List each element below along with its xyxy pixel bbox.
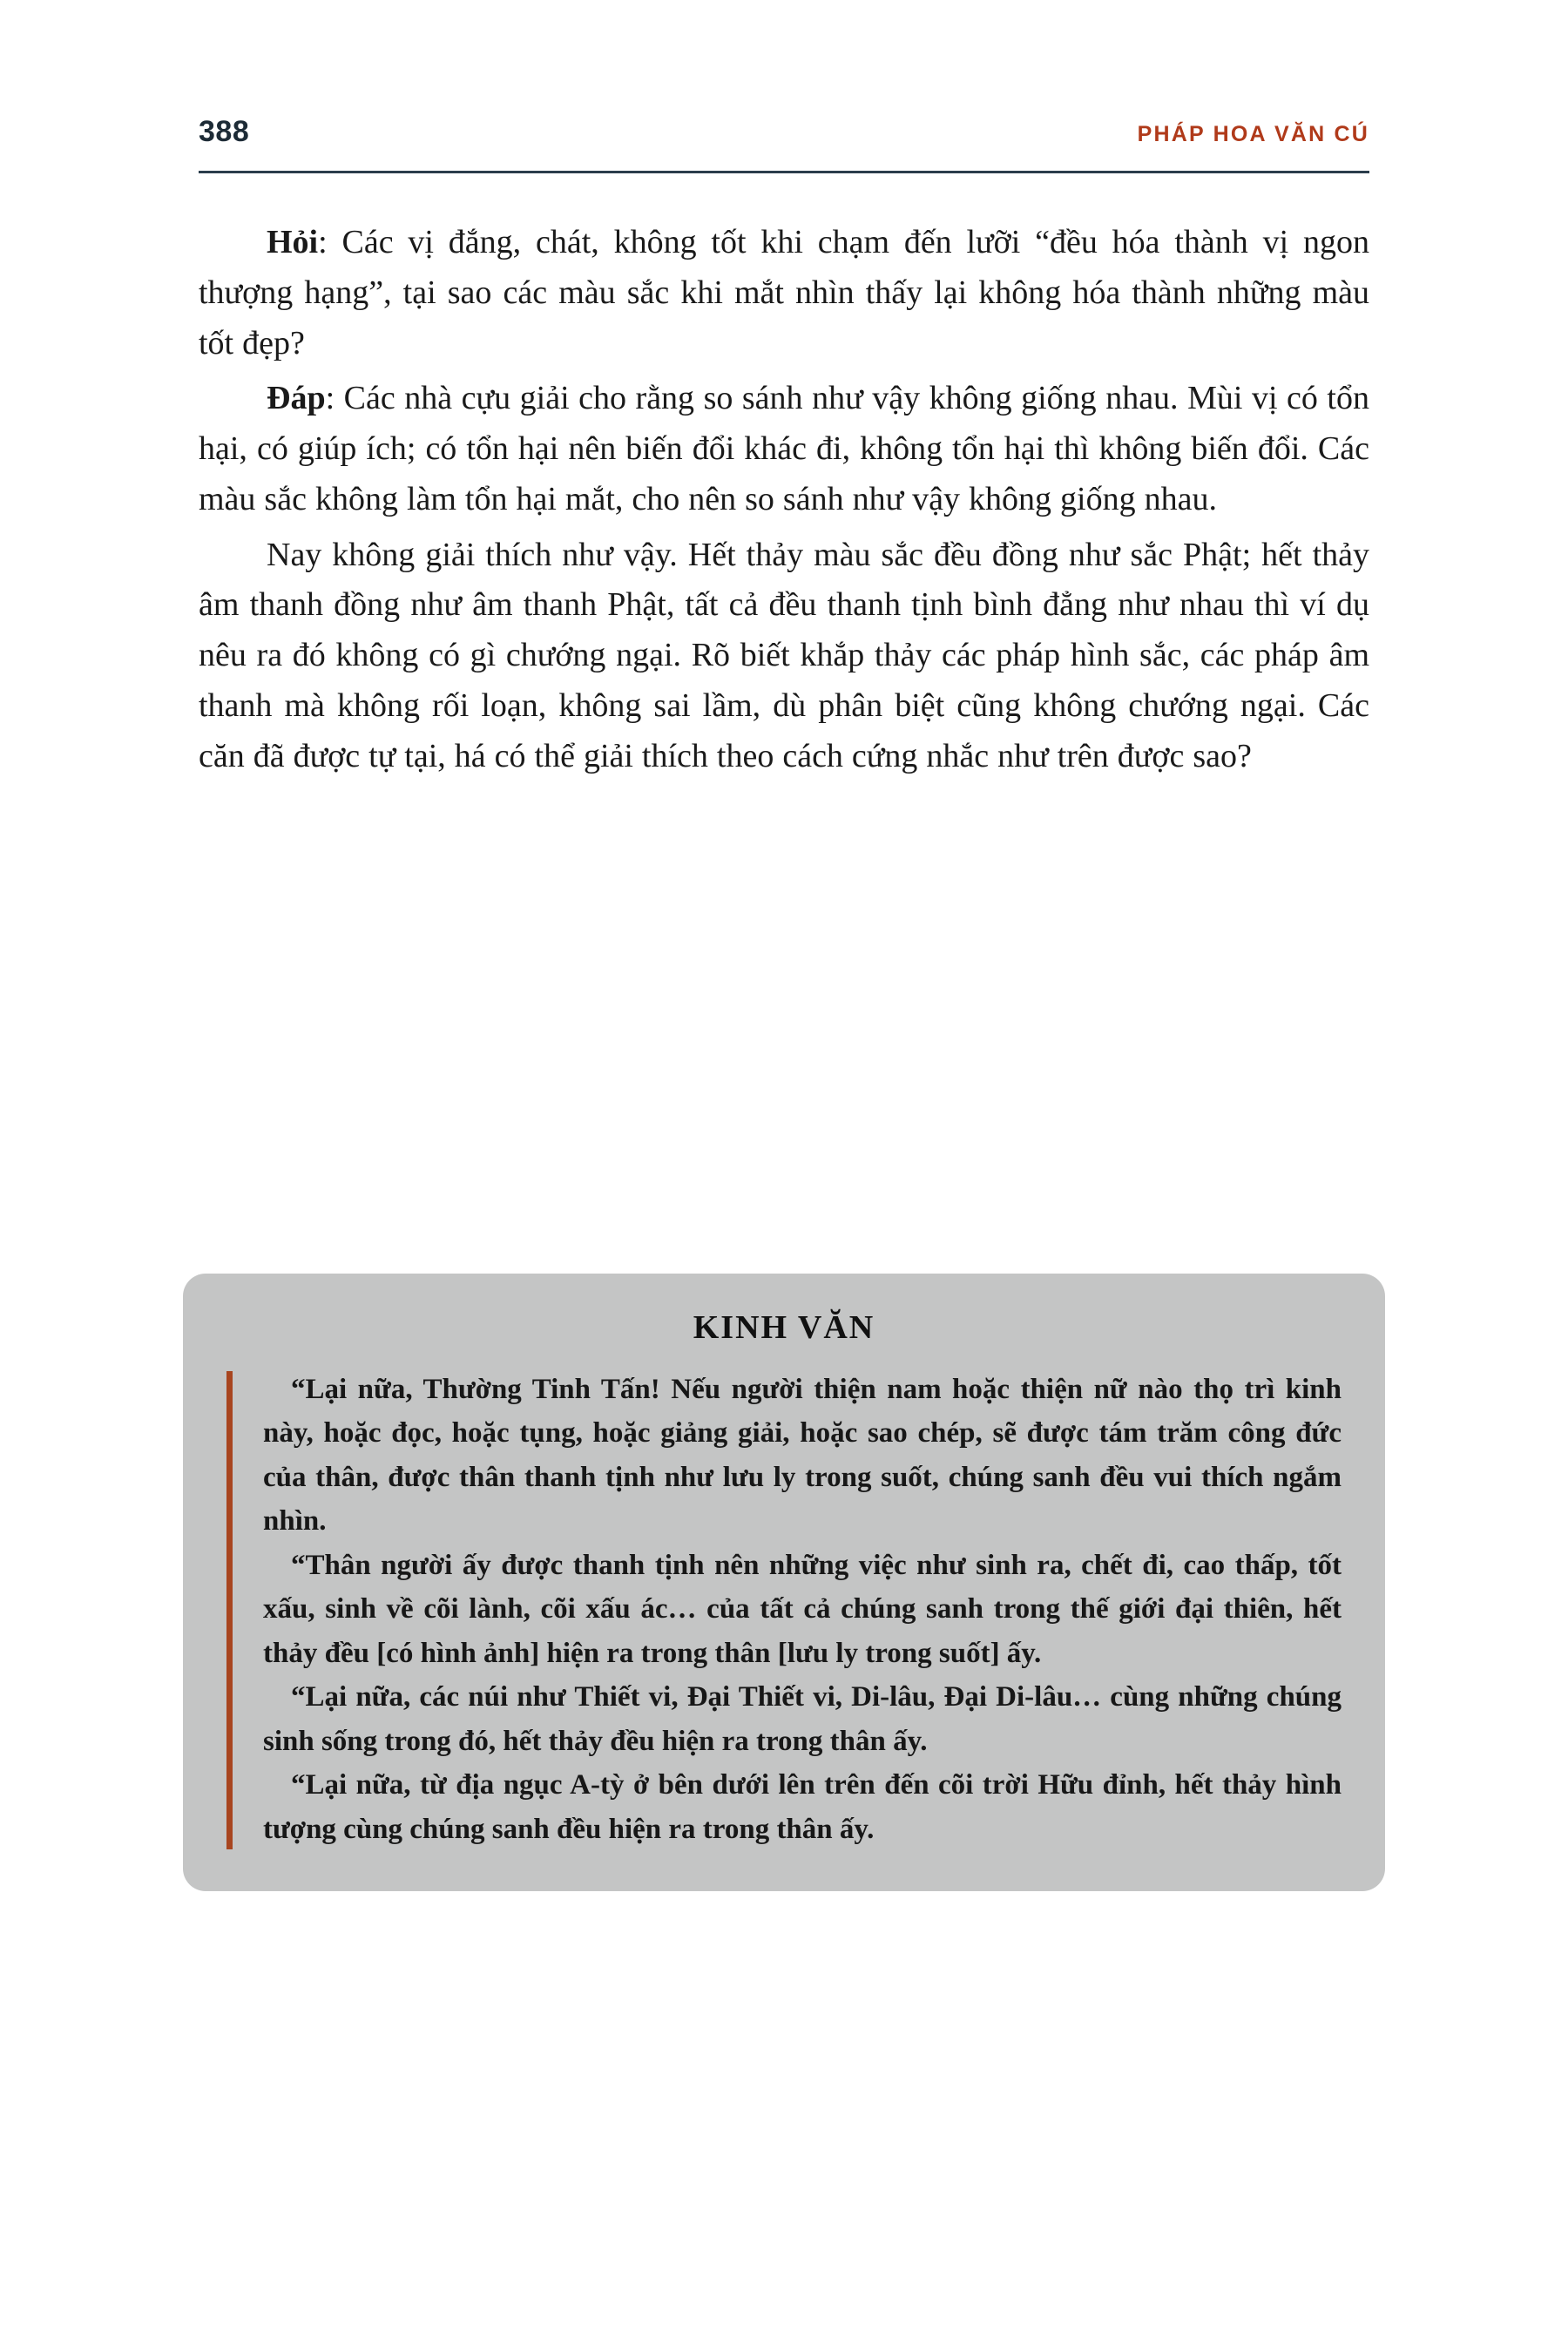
sutra-body	[226, 1368, 1342, 1851]
sutra-accent-bar	[226, 1371, 233, 1849]
page-header	[199, 115, 1369, 167]
sutra-callout-box	[183, 1274, 1385, 1891]
paragraph-text: : Các nhà cựu giải cho rằng so sánh như vậy không giống nhau. Mùi vị có tổn hại, có giúp ích; có tổn hại nên biến đổi khác đi, không tổn hại thì không biến đổi. Các màu sắc không làm tổn hại mắt, cho nên so sánh như vậy không giống nhau.	[199, 380, 1369, 517]
paragraph-text: : Các vị đắng, chát, không tốt khi chạm đến lưỡi “đều hóa thành vị ngon thượng hạng”, tại sao các màu sắc khi mắt nhìn thấy lại không hóa thành những màu tốt đẹp?	[199, 224, 1369, 362]
paragraph-commentary	[199, 531, 1369, 782]
paragraph-answer	[199, 374, 1369, 524]
page-number: 388	[199, 115, 250, 148]
sutra-title: KINH VĂN	[693, 1309, 875, 1346]
sutra-paragraph: “Thân người ấy được thanh tịnh nên những việc như sinh ra, chết đi, cao thấp, tốt xấu, sinh về cõi lành, cõi xấu ác… của tất cả chúng sanh trong thế giới đại thiên, hết thảy đều [có hình ảnh] hiện ra trong thân [lưu ly trong suốt] ấy.	[263, 1549, 1342, 1669]
sutra-paragraph: “Lại nữa, Thường Tinh Tấn! Nếu người thiện nam hoặc thiện nữ nào thọ trì kinh này, hoặc đọc, hoặc tụng, hoặc giảng giải, hoặc sao chép, sẽ được tám trăm công đức của thân, được thân thanh tịnh như lưu ly trong suốt, chúng sanh đều vui thích ngắm nhìn.	[263, 1374, 1342, 1538]
paragraph-lead-hoi: Hỏi	[267, 224, 319, 260]
paragraph-lead-dap: Đáp	[267, 380, 326, 417]
body-content	[199, 218, 1369, 787]
paragraph-text: Nay không giải thích như vậy. Hết thảy màu sắc đều đồng như sắc Phật; hết thảy âm thanh đồng như âm thanh Phật, tất cả đều thanh tịnh bình đẳng như nhau thì ví dụ nêu ra đó không có gì chướng ngại. Rõ biết khắp thảy các pháp hình sắc, các pháp âm thanh mà không rối loạn, không sai lầm, dù phân biệt cũng không chướng ngại. Các căn đã được tự tại, há có thể giải thích theo cách cứng nhắc như trên được sao?	[199, 536, 1369, 774]
running-title: PHÁP HOA VĂN CÚ	[1137, 122, 1369, 146]
paragraph-question	[199, 218, 1369, 368]
sutra-paragraph: “Lại nữa, các núi như Thiết vi, Đại Thiết vi, Di-lâu, Đại Di-lâu… cùng những chúng sinh sống trong đó, hết thảy đều hiện ra trong thân ấy.	[263, 1681, 1342, 1757]
header-divider	[199, 171, 1369, 173]
sutra-paragraph: “Lại nữa, từ địa ngục A-tỳ ở bên dưới lên trên đến cõi trời Hữu đỉnh, hết thảy hình tượng cùng chúng sanh đều hiện ra trong thân ấy.	[263, 1769, 1342, 1845]
